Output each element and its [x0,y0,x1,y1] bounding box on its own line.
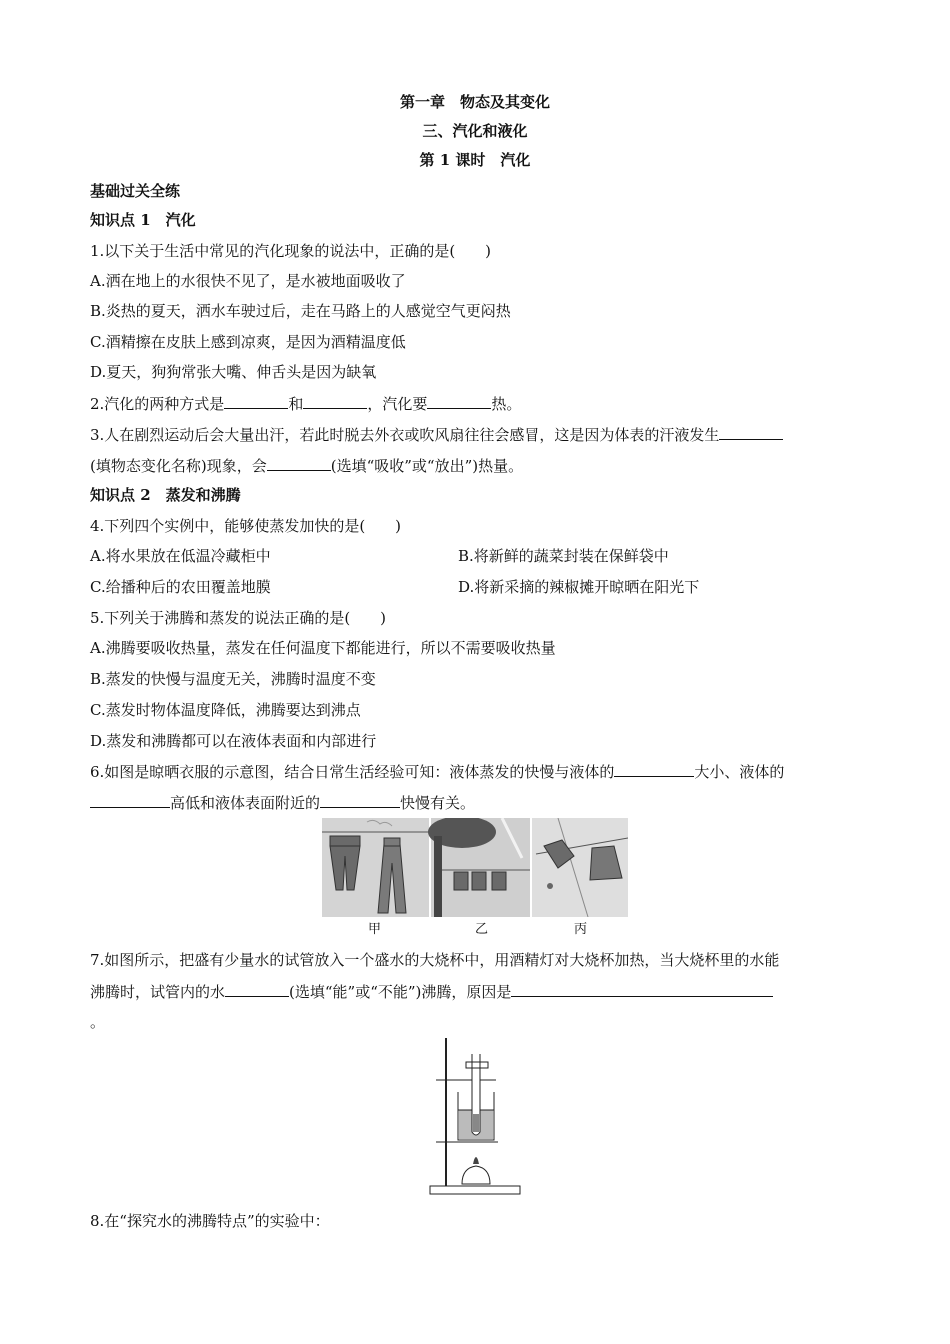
q4-option-b: B.将新鲜的蔬菜封装在保鲜袋中 [458,547,669,565]
q4-option-a: A.将水果放在低温冷藏柜中 [90,547,271,565]
q1-option-a: A.洒在地上的水很快不见了，是水被地面吸收了 [90,272,406,290]
q5-option-b: B.蒸发的快慢与温度无关，沸腾时温度不变 [90,670,376,688]
q7-line1: 7.如图所示，把盛有少量水的试管放入一个盛水的大烧杯中，用酒精灯对大烧杯加热，当大烧杯里的水能 [90,951,780,969]
q4-row1 [90,546,669,566]
answer-blank[interactable] [511,981,773,997]
caption-yi: 乙 [475,922,489,937]
q7-line2: 沸腾时，试管内的水 (选填“能”或“不能”)沸腾，原因是 [90,981,773,1002]
q4-option-c: C.给播种后的农田覆盖地膜 [90,578,271,596]
lesson-title: 第 1 课时 汽化 [419,151,531,169]
answer-blank[interactable] [320,792,400,808]
q4-row2 [90,577,700,597]
q5-option-a: A.沸腾要吸收热量，蒸发在任何温度下都能进行，所以不需要吸收热量 [90,639,556,657]
caption-jia: 甲 [368,922,382,937]
knowledge-point-1: 知识点 1 汽化 [90,211,196,229]
answer-blank[interactable] [614,761,694,777]
test-tube-icon [472,1054,480,1135]
q8-stem: 8.在“探究水的沸腾特点”的实验中： [90,1212,330,1230]
q4-stem: 4.下列四个实例中，能够使蒸发加快的是( ) [90,517,402,535]
q3-line2: (填物态变化名称)现象，会 (选填“吸收”或“放出”)热量。 [90,457,524,475]
q6-line2: 高低和液体表面附近的 快慢有关。 [90,792,475,813]
q1-stem: 1.以下关于生活中常见的汽化现象的说法中，正确的是( ) [90,242,492,260]
section-title: 三、汽化和液化 [422,122,528,140]
q5-stem: 5.下列关于沸腾和蒸发的说法正确的是( ) [90,609,387,627]
practice-title: 基础过关全练 [90,182,181,200]
knowledge-point-2: 知识点 2 蒸发和沸腾 [90,486,241,504]
answer-blank[interactable] [427,393,491,409]
q7-line3: 。 [90,1013,106,1031]
chapter-title: 第一章 物态及其变化 [399,93,550,111]
q1-option-d: D.夏天，狗狗常张大嘴、伸舌头是因为缺氧 [90,363,377,381]
q4-option-d: D.将新采摘的辣椒摊开晾晒在阳光下 [458,578,700,596]
q5-option-c: C.蒸发时物体温度降低，沸腾要达到沸点 [90,701,361,719]
clothes-drying-figure [322,818,628,917]
q1-option-c: C.酒精擦在皮肤上感到凉爽，是因为酒精温度低 [90,333,406,351]
answer-blank[interactable] [303,393,367,409]
answer-blank[interactable] [90,792,170,808]
answer-blank[interactable] [719,424,783,440]
caption-bing: 丙 [574,922,588,937]
answer-blank[interactable] [225,981,289,997]
alcohol-lamp-icon [462,1157,490,1184]
boiling-apparatus-figure [428,1034,524,1198]
q5-option-d: D.蒸发和沸腾都可以在液体表面和内部进行 [90,732,377,750]
answer-blank[interactable] [267,455,331,471]
q1-option-b: B.炎热的夏天，洒水车驶过后，走在马路上的人感觉空气更闷热 [90,302,511,320]
answer-blank[interactable] [224,393,288,409]
q6-line1: 6.如图是晾晒衣服的示意图，结合日常生活经验可知：液体蒸发的快慢与液体的 大小、液体的 [90,763,785,781]
q2: 2.汽化的两种方式是 和 ，汽化要 热。 [90,395,522,413]
q3-line1: 3.人在剧烈运动后会大量出汗，若此时脱去外衣或吹风扇往往会感冒，这是因为体表的汗液发生 [90,424,783,445]
